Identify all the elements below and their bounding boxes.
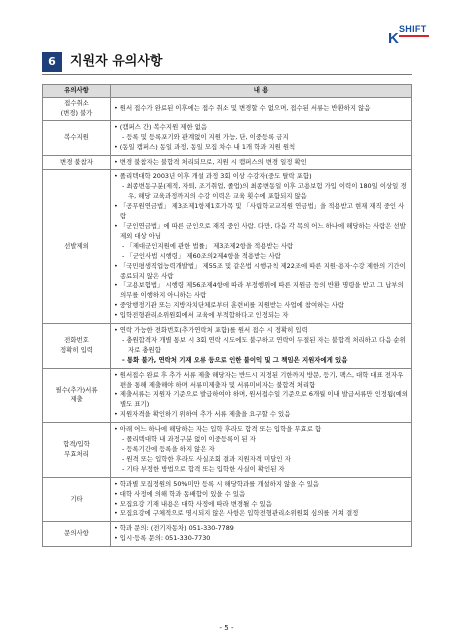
row-label-line: 선발제외 [64,241,89,250]
content-line: • 입학전형관리소위원회에서 교육에 부적합하다고 인정되는 자 [114,311,289,320]
row-label-line: 무효처리 [64,449,89,458]
table-row [43,170,412,324]
content-line: • 원서접수 완료 후 추가 서류 제출 해당자는 반드시 지정된 기한까지 방문, 등기, 팩스, 대학 대표 전자우편을 통해 제출해야 하며 서류미제출자 및 서류미비자는 불합격 처리함 [114,370,404,389]
table-row [43,324,412,369]
content-line: - 기타 부정한 방법으로 합격 또는 입학한 사실이 확인된 자 [122,464,285,473]
content-line: • 「고용보험법」 시행령 제56조제4항에 따라 부정행위에 따른 지원금 등의 반환 명령을 받고 그 납부의 의무를 이행하지 아니하는 사람 [114,281,404,300]
content-line: • 연락 가능한 전화번호(추가연락처 포함)를 원서 접수 시 정확히 입력 [114,326,308,335]
row-label-line: 변경 불참자 [60,157,93,166]
row-label-line: 정확히 입력 [60,345,93,354]
row-content [111,324,412,369]
table-row [43,477,412,522]
notes-table [42,84,412,547]
row-label-line: (변경) 불가 [60,108,93,117]
row-label [43,522,111,547]
table-row [43,368,412,423]
content-line: • 「공무원연금법」 제3조제1항제1호가목 및 「사립학교교직원 연금법」을 적용받고 현재 재직 중인 사람 [114,202,405,221]
content-line: - 통화 불가, 연락처 기재 오류 등으로 인한 불이익 및 그 책임은 지원자에게 있음 [122,355,348,364]
content-line: - 충원합격자 개별 통보 시 3회 연락 시도에도 불구하고 연락이 두절된 자는 불합격 처리하고 다음 순위자로 충원함 [122,335,406,354]
logo-bar [399,35,429,37]
content-line: • 중앙행정기관 또는 지방자치단체로부터 훈련비를 지원받는 사업에 참여하는 사람 [114,301,344,310]
row-label-line: 전화번호 [64,335,89,344]
content-line: - 폴리텍대학 내 과정구분 없이 이중등록이 된 자 [122,435,256,444]
content-line: - 최종변동구분(제적, 자퇴, 조기취업, 졸업)의 최종변동일 이후 고용보험 가입 이력이 180일 이상일 경우, 해당 교육과정까지의 수강 이력은 교육 횟수에 포함되지 않음 [122,182,407,201]
column-header-content: 내 용 [111,85,412,98]
row-content [111,477,412,522]
row-label [43,98,111,121]
content-line: • 지원자격을 확인하기 위하여 추가 서류 제출을 요구할 수 있음 [114,410,291,419]
table-body [43,98,412,547]
kshift-logo [388,24,432,46]
content-line: • 제출서류는 지원자 기준으로 발급하여야 하며, 원서접수일 기준으로 6개월 이내 발급서류만 인정됨(예외 별도 표기) [114,390,408,409]
row-label [43,368,111,423]
table-row [43,155,412,170]
content-line: • 대학 사정에 의해 학과 동배합이 있을 수 있음 [114,489,246,498]
section-header [42,52,412,72]
content-line: - 등록기간에 등록을 하지 않은 자 [122,445,215,453]
row-label-line: 접수취소 [64,99,89,107]
content-line: • 「군인연금법」에 따른 군인으로 재직 중인 사람. 다만, 다음 각 목의 어느 하나에 해당하는 사람은 선발 제외 대상 아님 [114,221,406,240]
row-label-line: 복수지원 [64,132,89,141]
row-label-line: 문의사항 [64,529,89,538]
page-number: - 5 - [219,624,234,632]
row-content [111,155,412,170]
row-content [111,368,412,423]
section-divider [42,74,412,75]
content-line: • 학과 문의: (전기자동차) 051-330-7789 [114,524,234,533]
row-label [43,170,111,324]
content-line: - 「군인사법 시행령」 제60조의2제4항을 적용받는 사람 [122,251,281,260]
row-label [43,423,111,478]
content-line: • 원서 접수가 완료된 이후에는 접수 취소 및 변경할 수 없으며, 접수된 서류는 반환하지 않음 [114,103,371,112]
section-number: 6 [42,52,62,72]
row-label-line: 제출 [70,395,83,404]
section-title: 지원자 유의사항 [70,54,163,69]
content-line: • 「국민평생직업능력개발법」 제55조 및 같은법 시행규칙 제22조에 따른 지원·용자·수강 제한의 기간이 종료되지 않은 사람 [114,261,406,280]
row-content [111,98,412,121]
row-label-line: 필수(추가)서류 [55,385,98,394]
row-label [43,155,111,170]
row-label [43,120,111,155]
table-row [43,522,412,547]
content-line: • 변경 불참자는 불합격 처리되므로, 지원 시 캠퍼스의 변경 일정 확인 [114,157,307,166]
column-header-item: 유의사항 [43,85,111,98]
row-label-line: 기타 [70,494,83,503]
content-line: - 등록 및 등록포기와 관계없이 지원 가능, 단, 이중등록 금지 [122,132,289,141]
content-line: - 원격 또는 입학한 후라도 사실조회 결과 지원자격 미달인 자 [122,454,291,463]
row-content [111,423,412,478]
row-content [111,522,412,547]
content-line: • 학과별 모집정원의 50%미만 등록 시 해당학과를 개설하지 않을 수 있음 [114,479,319,488]
row-content [111,170,412,324]
table-row [43,98,412,121]
logo-word: SHIFT [399,24,427,34]
content-line: • 입시·등록 문의: 051-330-7730 [114,534,211,543]
table-row [43,423,412,478]
table-header-row [43,85,412,98]
content-line: - 「제대군인지원에 관한 법률」 제3조제2항을 적용받는 사람 [122,241,294,250]
content-line: • 모집요강 기재 내용은 대학 사정에 따라 변경될 수 있음 [114,499,272,508]
content-line: • 폴리텍대학 2003년 이후 개설 과정 3회 이상 수강자(중도 탈락 포함) [114,172,312,181]
content-line: • 모집요강에 구체적으로 명시되지 않은 사항은 입학전형관리소위원회 심의를 거쳐 결정 [114,509,359,518]
row-label [43,324,111,369]
row-label-line: 합격/입학 [63,440,90,449]
row-content [111,120,412,155]
content-line: • (캠퍼스 간) 복수지원 제한 없음 [114,122,207,131]
table-row [43,120,412,155]
logo-letter: K [388,30,399,47]
content-line: • 아래 어느 하나에 해당하는 자는 입학 후라도 합격 또는 입학을 무효로 함 [114,425,322,434]
content-line: • (동일 캠퍼스) 동일 과정, 동일 모집 차수 내 1개 학과 지원 원칙 [114,142,296,151]
row-label [43,477,111,522]
